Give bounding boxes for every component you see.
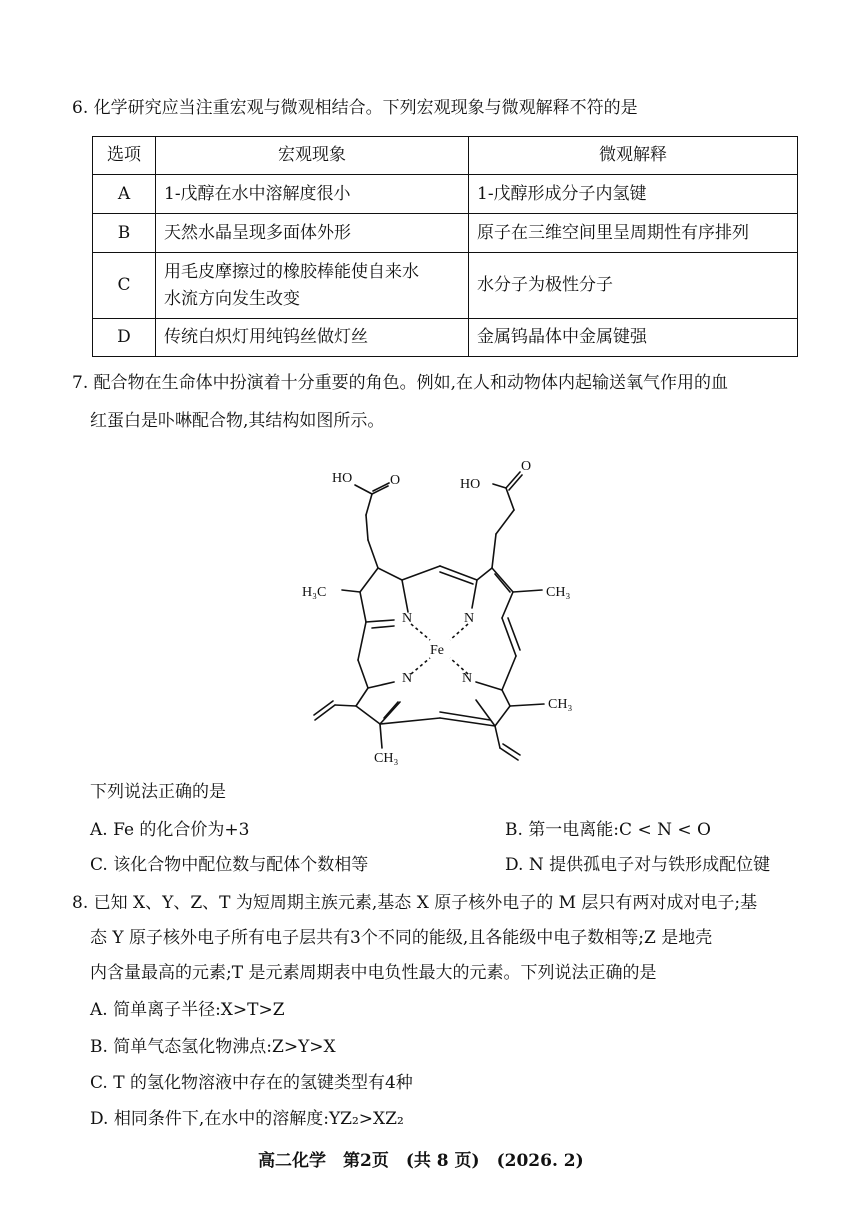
label-o-left: O	[390, 473, 401, 488]
table-row	[93, 253, 798, 319]
q8-stem-line1: 8. 已知 X、Y、Z、T 为短周期主族元素,基态 X 原子核外电子的 M 层只有两对成对电子;基	[72, 893, 758, 913]
q7-option-d: D. N 提供孤电子对与铁形成配位键	[505, 855, 771, 875]
row-option: D	[93, 319, 156, 357]
table-row	[93, 175, 798, 214]
q8-stem-line3: 内含量最高的元素;T 是元素周期表中电负性最大的元素。下列说法正确的是	[90, 963, 657, 983]
header-option: 选项	[93, 137, 156, 175]
q8-option-a: A. 简单离子半径:X>T>Z	[90, 1000, 285, 1020]
q8-option-d: D. 相同条件下,在水中的溶解度:YZ₂>XZ₂	[90, 1109, 404, 1129]
q8-option-b: B. 简单气态氢化物沸点:Z>Y>X	[90, 1037, 336, 1057]
table-row	[93, 319, 798, 357]
header-macro: 宏观现象	[156, 137, 469, 175]
row-macro-line1: 用毛皮摩擦过的橡胶棒能使自来水	[164, 262, 419, 283]
q6-table	[92, 136, 798, 357]
q7-prompt: 下列说法正确的是	[90, 782, 226, 802]
row-option: A	[93, 175, 156, 214]
q7-option-b: B. 第一电离能:C < N < O	[505, 820, 711, 840]
q7-option-c: C. 该化合物中配位数与配体个数相等	[90, 855, 369, 875]
row-option: B	[93, 214, 156, 253]
row-macro: 1-戊醇在水中溶解度很小	[156, 175, 469, 214]
q8-stem-line2: 态 Y 原子核外电子所有电子层共有3个不同的能级,且各能级中电子数相等;Z 是地壳	[90, 928, 713, 948]
q7-option-a: A. Fe 的化合价为+3	[90, 820, 250, 840]
row-micro: 金属钨晶体中金属键强	[469, 319, 798, 357]
label-o-right: O	[521, 459, 532, 474]
label-ch3-right: CH₃	[546, 585, 571, 600]
row-macro: 天然水晶呈现多面体外形	[156, 214, 469, 253]
table-header-row	[93, 137, 798, 175]
label-h3c: H₃C	[302, 585, 327, 600]
table-row	[93, 214, 798, 253]
heme-structure-diagram	[290, 450, 590, 770]
row-macro	[156, 253, 469, 319]
q6-stem: 6. 化学研究应当注重宏观与微观相结合。下列宏观现象与微观解释不符的是	[72, 98, 638, 118]
row-micro: 原子在三维空间里呈周期性有序排列	[469, 214, 798, 253]
label-n-top-right: N	[464, 611, 475, 626]
label-ho-left: HO	[332, 471, 353, 486]
page-footer: 高二化学 第2页 (共 8 页) (2026. 2)	[258, 1151, 584, 1171]
label-ho-right: HO	[460, 477, 481, 492]
label-n-top-left: N	[402, 611, 413, 626]
q7-stem-line2: 红蛋白是卟啉配合物,其结构如图所示。	[90, 411, 385, 431]
row-macro-line2: 水流方向发生改变	[164, 288, 300, 309]
q8-option-c: C. T 的氢化物溶液中存在的氢键类型有4种	[90, 1073, 413, 1093]
row-macro: 传统白炽灯用纯钨丝做灯丝	[156, 319, 469, 357]
label-fe: Fe	[430, 643, 444, 658]
label-ch3-bottom: CH₃	[374, 751, 399, 766]
label-n-bottom-left: N	[402, 671, 413, 686]
q7-stem-line1: 7. 配合物在生命体中扮演着十分重要的角色。例如,在人和动物体内起输送氧气作用的血	[72, 373, 729, 393]
label-n-bottom-right: N	[462, 671, 473, 686]
label-ch3-lower-right: CH₃	[548, 697, 573, 712]
header-micro: 微观解释	[469, 137, 798, 175]
row-micro: 1-戊醇形成分子内氢键	[469, 175, 798, 214]
row-micro: 水分子为极性分子	[469, 253, 798, 319]
row-option: C	[93, 253, 156, 319]
